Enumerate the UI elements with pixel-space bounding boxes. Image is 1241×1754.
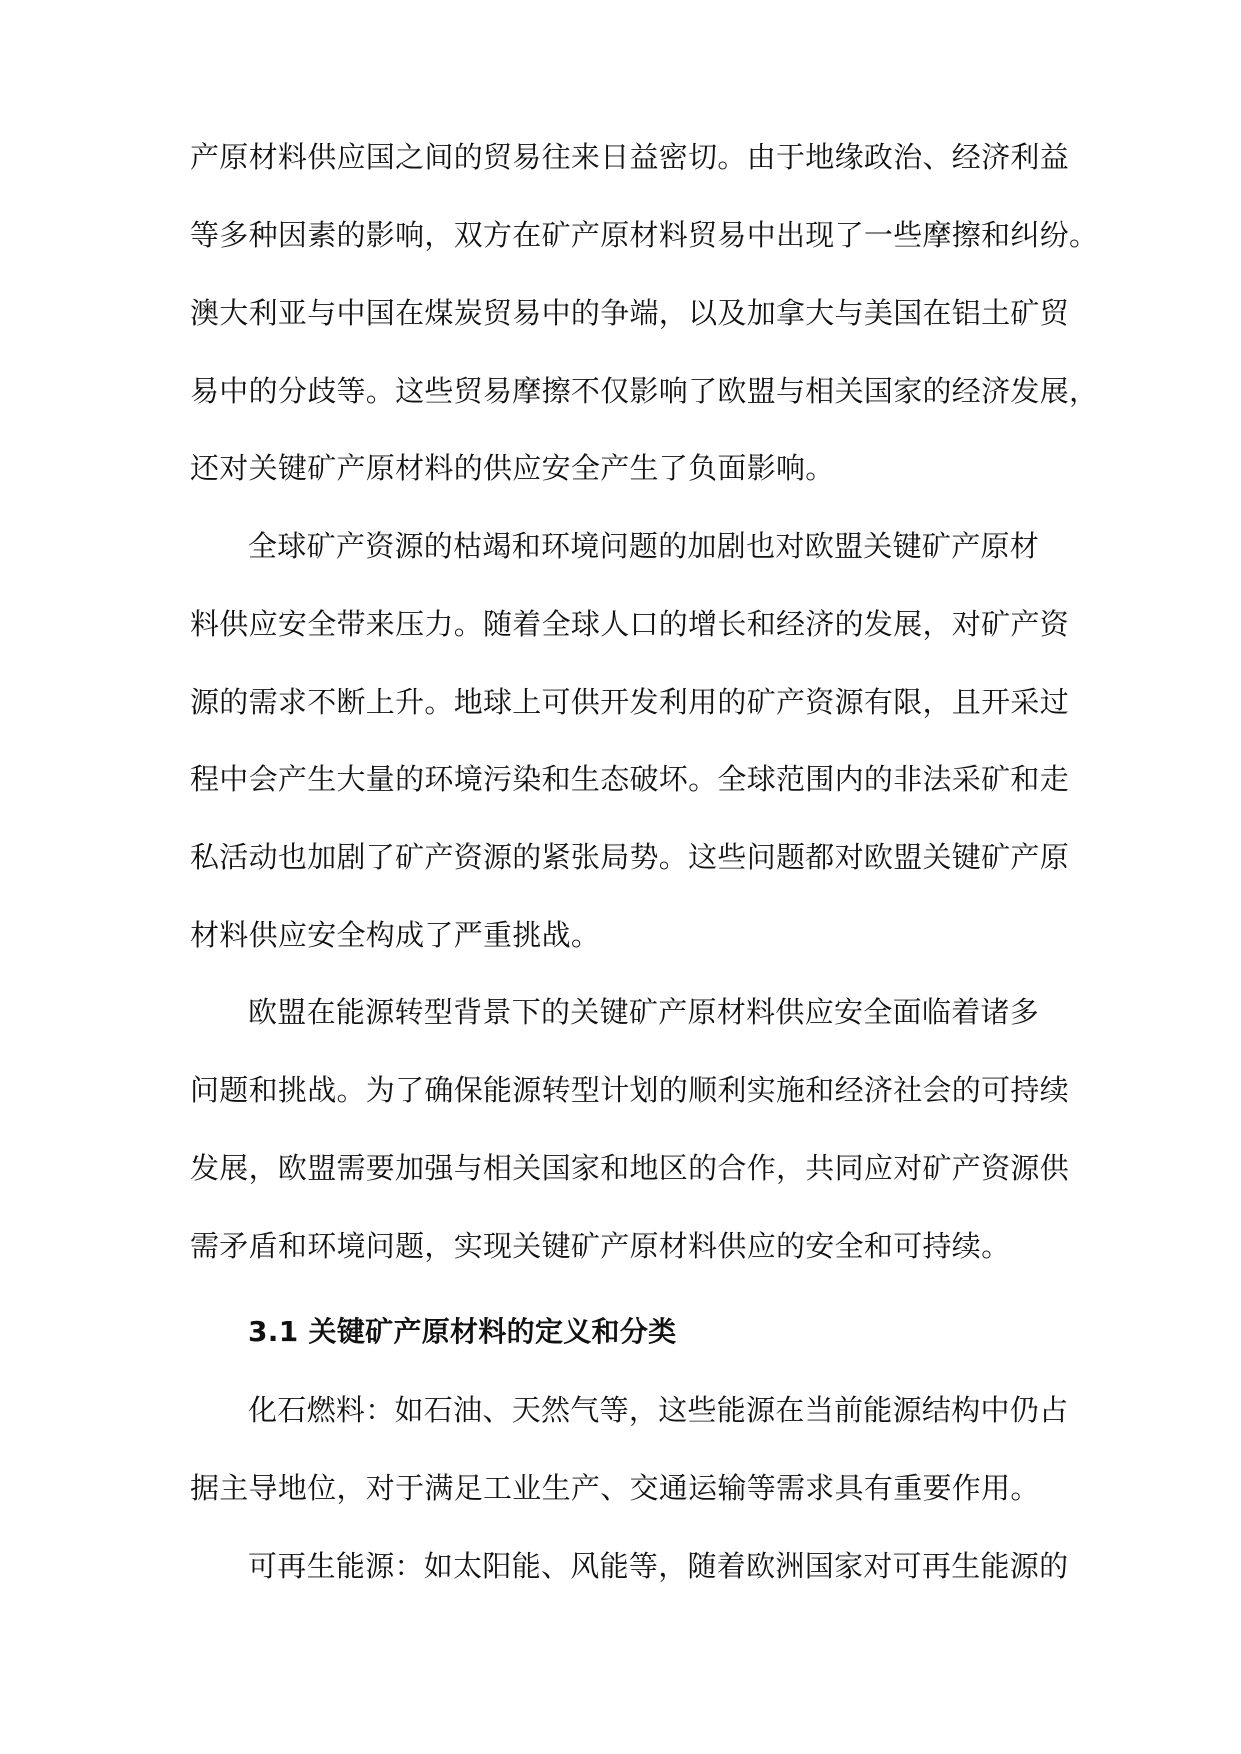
text-line: 易中的分歧等。这些贸易摩擦不仅影响了欧盟与相关国家的经济发展， [190, 374, 1099, 408]
text-line: 据主导地位，对于满足工业生产、交通运输等需求具有重要作用。 [190, 1471, 1040, 1505]
text-line: 还对关键矿产原材料的供应安全产生了负面影响。 [190, 451, 835, 485]
text-line: 发展，欧盟需要加强与相关国家和地区的合作，共同应对矿产资源供 [190, 1151, 1070, 1185]
paragraph-first-line: 可再生能源：如太阳能、风能等，随着欧洲国家对可再生能源的 [248, 1549, 1069, 1583]
section-heading: 3.1 关键矿产原材料的定义和分类 [248, 1315, 677, 1348]
text-line: 等多种因素的影响，双方在矿产原材料贸易中出现了一些摩擦和纠纷。 [190, 218, 1099, 252]
text-line: 程中会产生大量的环境污染和生态破坏。全球范围内的非法采矿和走 [190, 762, 1070, 796]
paragraph-first-line: 化石燃料：如石油、天然气等，这些能源在当前能源结构中仍占 [248, 1393, 1069, 1427]
paragraph-first-line: 全球矿产资源的枯竭和环境问题的加剧也对欧盟关键矿产原材 [248, 529, 1040, 563]
paragraph-first-line: 欧盟在能源转型背景下的关键矿产原材料供应安全面临着诸多 [248, 995, 1040, 1029]
text-line: 澳大利亚与中国在煤炭贸易中的争端，以及加拿大与美国在铝土矿贸 [190, 296, 1070, 330]
text-line: 材料供应安全构成了严重挑战。 [190, 918, 601, 952]
text-line: 产原材料供应国之间的贸易往来日益密切。由于地缘政治、经济利益 [190, 140, 1070, 174]
text-line: 源的需求不断上升。地球上可供开发利用的矿产资源有限，且开采过 [190, 685, 1070, 719]
text-line: 料供应安全带来压力。随着全球人口的增长和经济的发展，对矿产资 [190, 607, 1070, 641]
text-line: 问题和挑战。为了确保能源转型计划的顺利实施和经济社会的可持续 [190, 1073, 1070, 1107]
text-line: 私活动也加剧了矿产资源的紧张局势。这些问题都对欧盟关键矿产原 [190, 840, 1070, 874]
text-line: 需矛盾和环境问题，实现关键矿产原材料供应的安全和可持续。 [190, 1229, 1011, 1263]
